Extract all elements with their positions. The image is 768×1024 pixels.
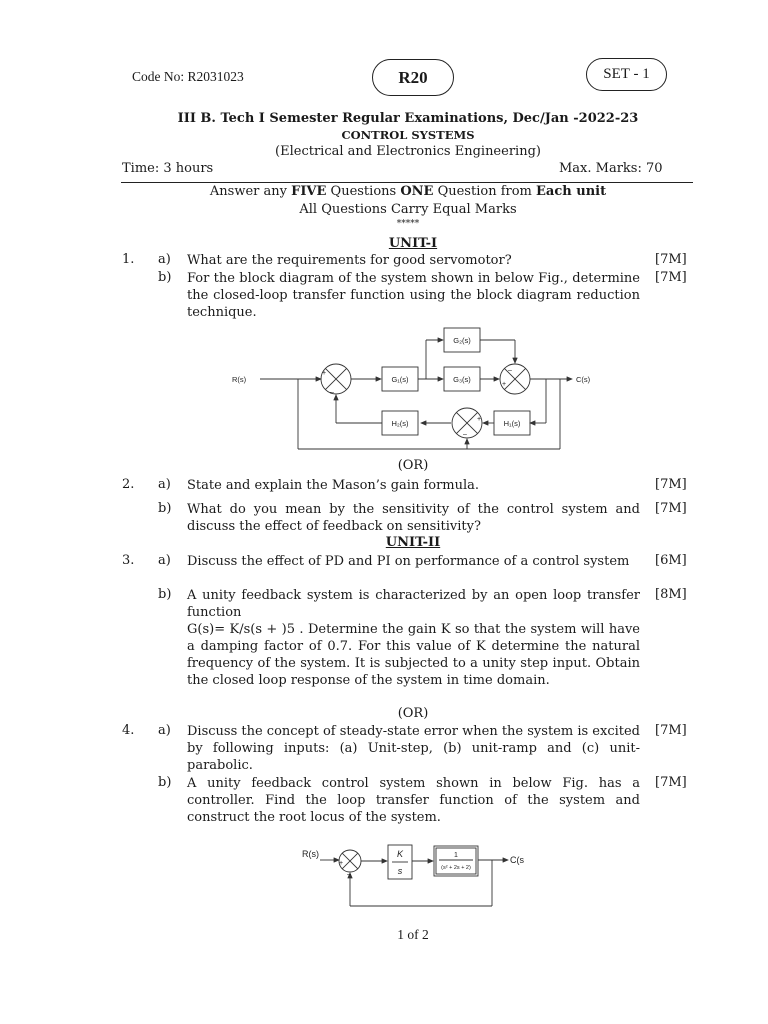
exam-title: III B. Tech I Semester Regular Examinations, Dec/Jan -2022-23 [177,111,639,126]
unit-heading: UNIT-II [385,535,441,550]
set-badge: SET - 1 [586,58,667,91]
controller-denominator: s [397,866,403,876]
subpart-label: b) [158,501,172,516]
unit-heading: UNIT-I [388,236,438,251]
or-separator: (OR) [397,458,429,473]
header-divider [121,182,693,183]
subpart-label: b) [158,587,172,602]
svg-text:+: + [322,370,327,377]
instruction-equal-marks: All Questions Carry Equal Marks [299,202,517,217]
separator-stars: ***** [396,219,420,229]
question-number: 1. [122,252,135,267]
question-text: A unity feedback control system shown in below Fig. has a controller. Find the loop transfer function of the system and construct the root locus of the system. [187,776,640,825]
svg-text:+: + [339,860,344,867]
or-separator: (OR) [397,706,429,721]
question-text: A unity feedback system is characterized by an open loop transfer function [187,588,640,620]
subpart-label: a) [158,723,171,738]
question-marks: [7M] [655,775,687,790]
block-g2: G₂(s) [453,336,471,345]
block-h1: H₁(s) [503,419,521,428]
block-g1: G₁(s) [391,375,409,384]
output-label: C(s) [576,375,591,384]
max-marks: Max. Marks: 70 [559,161,663,176]
block-diagram-figure-1 [230,322,600,456]
block-diagram-figure-2 [298,840,538,912]
question-number: 3. [122,553,135,568]
question-marks: [7M] [655,270,687,285]
svg-text:–: – [508,367,512,374]
question-marks: [7M] [655,477,687,492]
question-marks: [6M] [655,553,687,568]
question-text: For the block diagram of the system shown in below Fig., determine the closed-loop transfer function using the block diagram reduction technique. [187,271,640,320]
question-text: What are the requirements for good servomotor? [187,253,512,268]
question-text: Discuss the concept of steady-state error when the system is excited by following inputs: (a) Unit-step, (b) unit-ramp and (c) unit-parabolic. [187,724,640,773]
svg-text:+: + [502,381,507,388]
question-number: 4. [122,723,135,738]
branch-name: (Electrical and Electronics Engineering) [275,144,541,159]
page-number: 1 of 2 [397,927,429,942]
svg-text:–: – [347,871,351,878]
plant-numerator: 1 [454,852,458,859]
question-text-continued: G(s)= K/s(s + )5 . Determine the gain K so that the system will have a damping factor of 0.7. For this value of K determine the natural frequency of the system. It is subjected to a unity step input. Obtain the closed loop response of the system in time domain. [187,622,640,688]
output-label: C(s [510,855,524,865]
subpart-label: a) [158,252,171,267]
subpart-label: a) [158,553,171,568]
plant-denominator: (s² + 2s + 2) [441,865,471,871]
question-marks: [7M] [655,723,687,738]
controller-numerator: K [396,849,404,859]
input-label: R(s) [302,849,319,859]
subpart-label: b) [158,270,172,285]
block-h2: H₂(s) [391,419,409,428]
regulation-badge: R20 [372,59,454,96]
exam-time: Time: 3 hours [122,161,214,176]
question-text: Discuss the effect of PD and PI on performance of a control system [187,554,630,569]
question-marks: [7M] [655,501,687,516]
block-g3: G₃(s) [453,375,471,384]
instruction-line: Answer any FIVE Questions ONE Question from Each unit [209,184,607,199]
svg-text:+: + [477,416,482,423]
subpart-label: a) [158,477,171,492]
question-number: 2. [122,477,135,492]
question-marks: [7M] [655,252,687,267]
subject-title: CONTROL SYSTEMS [341,128,475,142]
exam-code: Code No: R2031023 [132,69,244,84]
question-text: State and explain the Mason’s gain formula. [187,478,480,493]
question-marks: [8M] [655,587,687,602]
subpart-label: b) [158,775,172,790]
svg-text:–: – [463,431,467,438]
svg-text:–: – [330,389,334,396]
input-label: R(s) [232,375,247,384]
question-text: What do you mean by the sensitivity of the control system and discuss the effect of feedback on sensitivity? [187,502,640,534]
